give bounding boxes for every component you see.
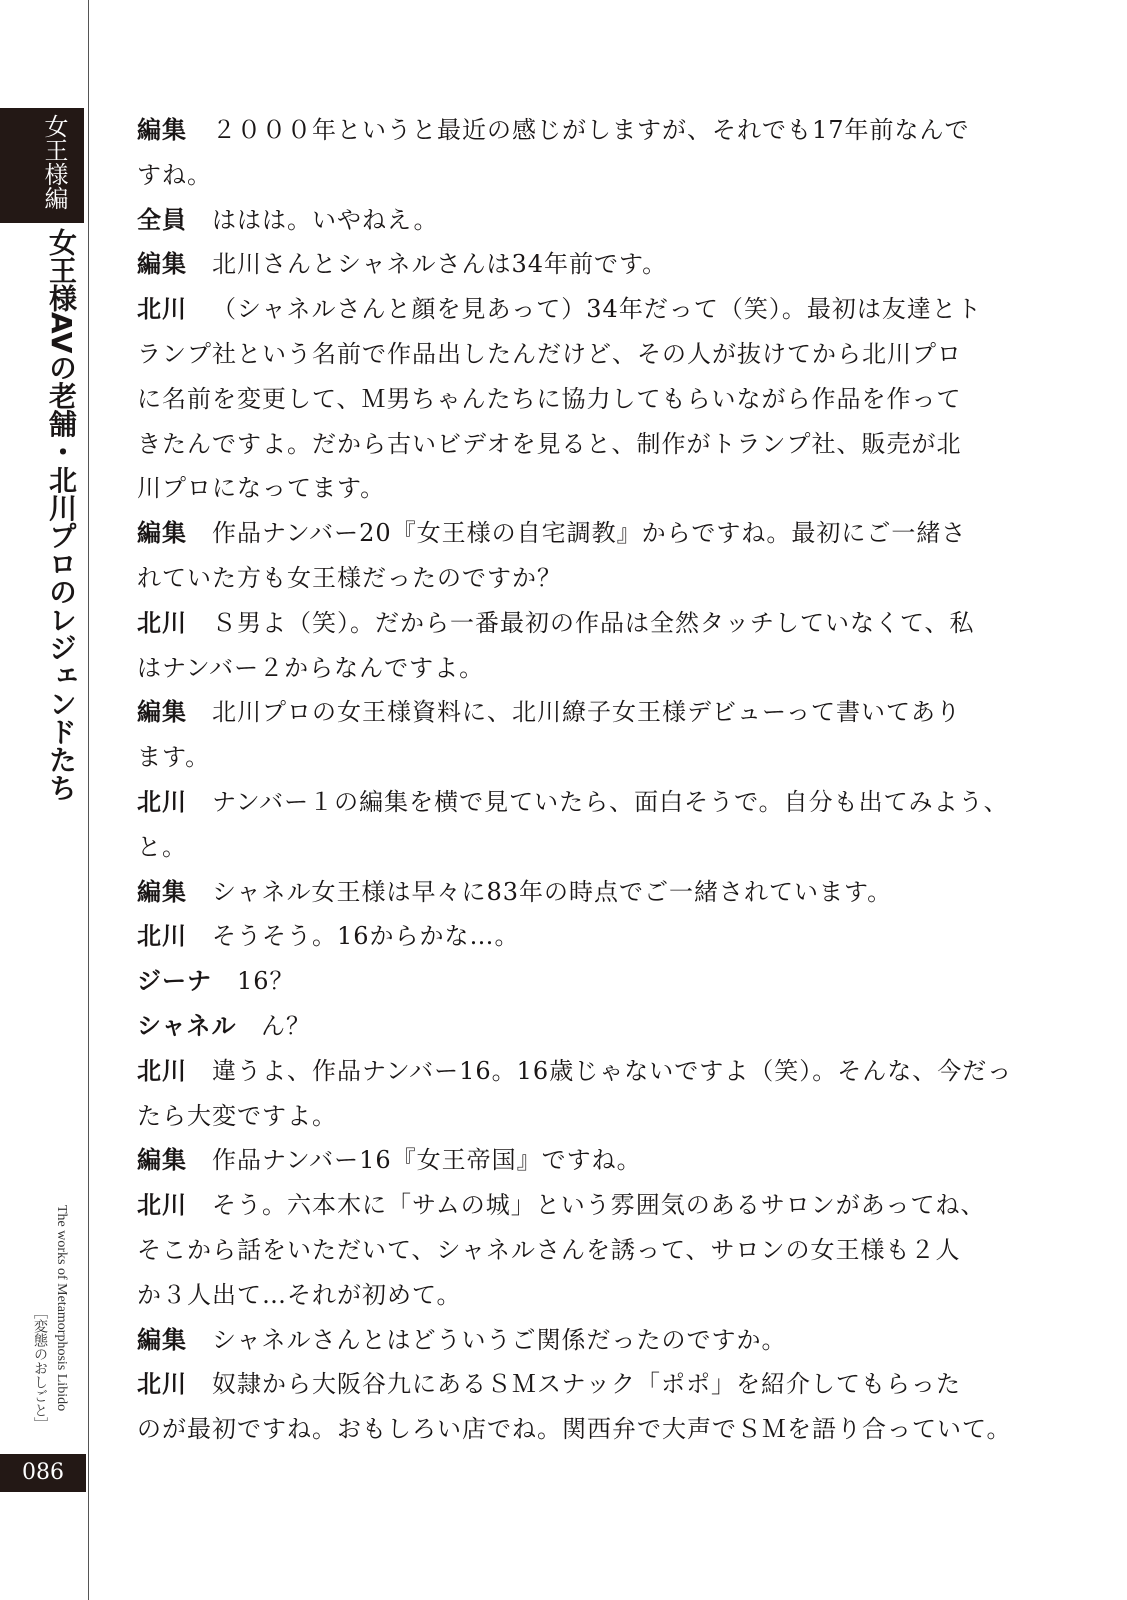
section-label: 女王様編 [40, 114, 68, 210]
dialogue-line [137, 1183, 1017, 1228]
dialogue-text: 川プロになってます。 [137, 474, 386, 503]
dialogue-text: すね。 [137, 160, 212, 189]
dialogue-line [137, 153, 1017, 198]
dialogue-text: ます。 [137, 743, 211, 772]
dialogue-line [137, 1004, 1017, 1049]
dialogue-text: Ｓ男よ（笑）。だから一番最初の作品は全然タッチしていなくて、私 [212, 608, 975, 637]
dialogue-line [137, 198, 1017, 243]
dialogue-line [137, 511, 1017, 556]
dialogue-text: ２０００年というと最近の感じがしますが、それでも17年前なんで [212, 116, 970, 144]
dialogue-text: ナンバー１の編集を横で見ていたら、面白そうで。自分も出てみよう、 [212, 787, 1009, 816]
speaker-name: 編集 [137, 877, 187, 906]
speaker-name: 北川 [137, 295, 187, 324]
dialogue-line [137, 422, 1017, 467]
dialogue-line [137, 914, 1017, 959]
book-subtitle: ［変態のおしごと］ [32, 1305, 47, 1431]
speaker-name: ジーナ [137, 967, 212, 996]
dialogue-text: シャネル女王様は早々に83年の時点でご一緒されています。 [212, 877, 893, 906]
dialogue-text: そこから話をいただいて、シャネルさんを誘って、サロンの女王様も２人 [137, 1235, 961, 1264]
book-title: The works of Metamorphosis Libido [54, 1205, 69, 1412]
dialogue-text: ははは。いやねえ。 [212, 205, 439, 234]
speaker-name: 北川 [137, 1056, 187, 1085]
speaker-name: 北川 [137, 922, 187, 951]
speaker-name: 編集 [137, 698, 187, 727]
dialogue-text: 16？ [237, 967, 295, 996]
dialogue-text: （シャネルさんと顔を見あって）34年だって（笑）。最初は友達とト [212, 295, 982, 324]
dialogue-line [137, 556, 1017, 601]
dialogue-line [137, 1049, 1017, 1094]
dialogue-line [137, 1407, 1017, 1452]
speaker-name: 編集 [137, 116, 187, 144]
speaker-name: 北川 [137, 1370, 187, 1399]
dialogue-text: そう。六本木に「サムの城」という雰囲気のあるサロンがあってね、 [212, 1191, 986, 1220]
dialogue-text: 北川さんとシャネルさんは34年前です。 [212, 250, 668, 279]
dialogue-line [137, 332, 1017, 377]
dialogue-text: 違うよ、作品ナンバー16。16歳じゃないですよ（笑）。そんな、今だっ [212, 1056, 1013, 1085]
dialogue-line [137, 825, 1017, 870]
dialogue-line [137, 780, 1017, 825]
dialogue-text: のが最初ですね。おもしろい店でね。関西弁で大声でＳＭを語り合っていて。 [137, 1415, 1012, 1444]
dialogue-line [137, 646, 1017, 691]
section-label-box [0, 108, 84, 223]
speaker-name: 編集 [137, 250, 187, 279]
dialogue-line [137, 1362, 1017, 1407]
dialogue-line [137, 690, 1017, 735]
dialogue-line [137, 959, 1017, 1004]
dialogue-line [137, 1273, 1017, 1318]
dialogue-text: 作品ナンバー20『女王様の自宅調教』からですね。最初にご一緒さ [212, 519, 967, 548]
dialogue-line [137, 108, 1017, 153]
dialogue-text: 作品ナンバー16『女王帝国』ですね。 [212, 1146, 642, 1175]
dialogue-line [137, 242, 1017, 287]
chapter-title: 女王様AVの老舗・北川プロのレジェンドたち [45, 228, 78, 802]
dialogue-line [137, 1138, 1017, 1183]
speaker-name: 全員 [137, 205, 187, 234]
speaker-name: シャネル [137, 1011, 237, 1040]
dialogue-line [137, 1318, 1017, 1363]
dialogue-line [137, 466, 1017, 511]
dialogue-text: たら大変ですよ。 [137, 1101, 337, 1130]
dialogue-line [137, 735, 1017, 780]
dialogue-text: そうそう。16からかな…。 [212, 922, 520, 951]
dialogue-text: に名前を変更して、Ｍ男ちゃんたちに協力してもらいながら作品を作って [137, 384, 962, 413]
speaker-name: 編集 [137, 1146, 187, 1175]
dialogue-text: ん？ [261, 1011, 311, 1040]
dialogue-line [137, 1094, 1017, 1139]
margin-rule [88, 0, 89, 1600]
dialogue-line [137, 1228, 1017, 1273]
dialogue-text: 奴隷から大阪谷九にあるＳＭスナック「ポポ」を紹介してもらった [212, 1370, 962, 1399]
speaker-name: 北川 [137, 1191, 187, 1220]
speaker-name: 北川 [137, 787, 187, 816]
dialogue-text: はナンバー２からなんですよ。 [137, 653, 485, 682]
speaker-name: 編集 [137, 1325, 187, 1354]
dialogue-text: シャネルさんとはどういうご関係だったのですか。 [212, 1325, 787, 1354]
dialogue-text: きたんですよ。だから古いビデオを見ると、制作がトランプ社、販売が北 [137, 429, 962, 458]
dialogue-text: 北川プロの女王様資料に、北川繚子女王様デビューって書いてあり [212, 698, 962, 727]
dialogue-text: れていた方も女王様だったのですか？ [137, 563, 562, 592]
dialogue-text: ランプ社という名前で作品出したんだけど、その人が抜けてから北川プロ [137, 339, 962, 368]
dialogue-line [137, 287, 1017, 332]
dialogue-line [137, 601, 1017, 646]
page-number: 086 [0, 1454, 86, 1492]
dialogue-text: と。 [137, 832, 187, 861]
dialogue-line [137, 870, 1017, 915]
speaker-name: 北川 [137, 608, 187, 637]
dialogue-line [137, 377, 1017, 422]
dialogue-body [137, 108, 1017, 1452]
dialogue-text: か３人出て…それが初めて。 [137, 1280, 462, 1309]
speaker-name: 編集 [137, 519, 187, 548]
